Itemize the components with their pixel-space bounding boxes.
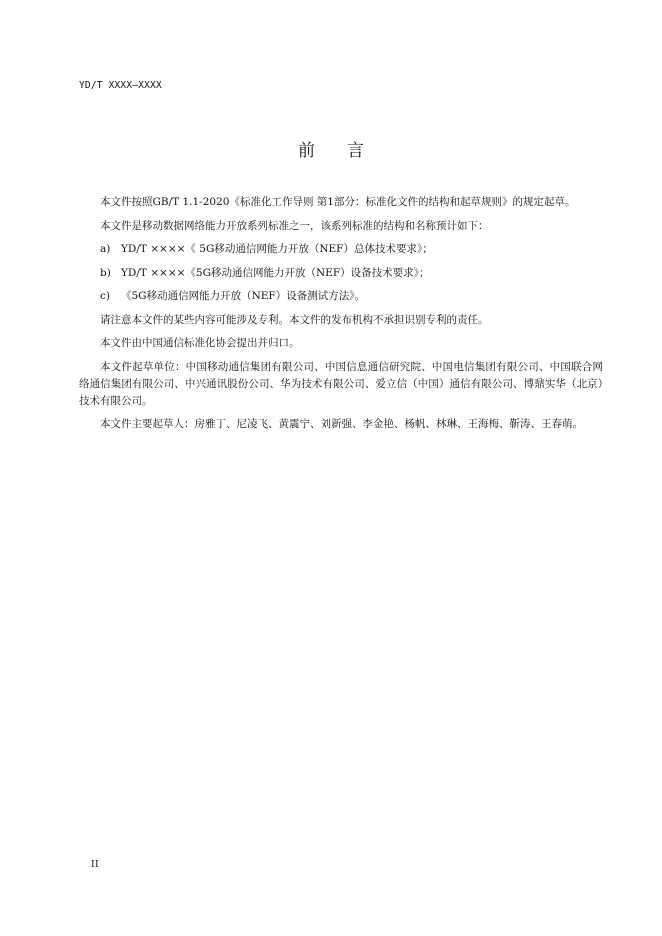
- paragraph-proposer: 本文件由中国通信标准化协会提出并归口。: [100, 337, 300, 349]
- list-marker: b): [100, 266, 111, 279]
- list-item: [79, 265, 603, 282]
- paragraph-drafters: 本文件主要起草人：房雅丁、尼凌飞、黄震宁、刘新强、李金艳、杨帆、林琳、王海梅、靳涛、王春萌。: [100, 418, 583, 430]
- paragraph-patent-notice: 请注意本文件的某些内容可能涉及专利。本文件的发布机构不承担识别专利的责任。: [100, 313, 489, 326]
- paragraph-drafting-rules: 本文件按照GB/T 1.1-2020《标准化工作导则 第1部分：标准化文件的结构和起草规则》的规定起草。: [100, 196, 576, 208]
- list-item-text: 《5G移动通信网能力开放（NEF）设备测试方法》。: [121, 290, 365, 302]
- list-item-text: YD/T ××××《 5G移动通信网能力开放（NEF）总体技术要求》；: [121, 243, 433, 255]
- document-body: [79, 194, 603, 440]
- page-title: 前言: [298, 141, 396, 161]
- list-item: [79, 288, 603, 305]
- list-marker: a): [100, 243, 111, 255]
- document-code: YD/T XXXX—XXXX: [79, 80, 162, 91]
- list-marker: c): [100, 290, 110, 302]
- list-item: [79, 241, 603, 258]
- page-number: II: [91, 860, 100, 870]
- paragraph-drafting-units: 本文件起草单位：中国移动通信集团有限公司、中国信息通信研究院、中国电信集团有限公司、中国联合网络通信集团有限公司、中兴通讯股份公司、华为技术有限公司、爱立信（中国）通信有限公司、博鼎实华（北京）技术有限公司。: [79, 360, 603, 407]
- paragraph-series-intro: 本文件是移动数据网络能力开放系列标准之一，该系列标准的结构和名称预计如下：: [100, 219, 489, 232]
- list-item-text: YD/T ××××《5G移动通信网能力开放（NEF）设备技术要求》；: [121, 266, 430, 279]
